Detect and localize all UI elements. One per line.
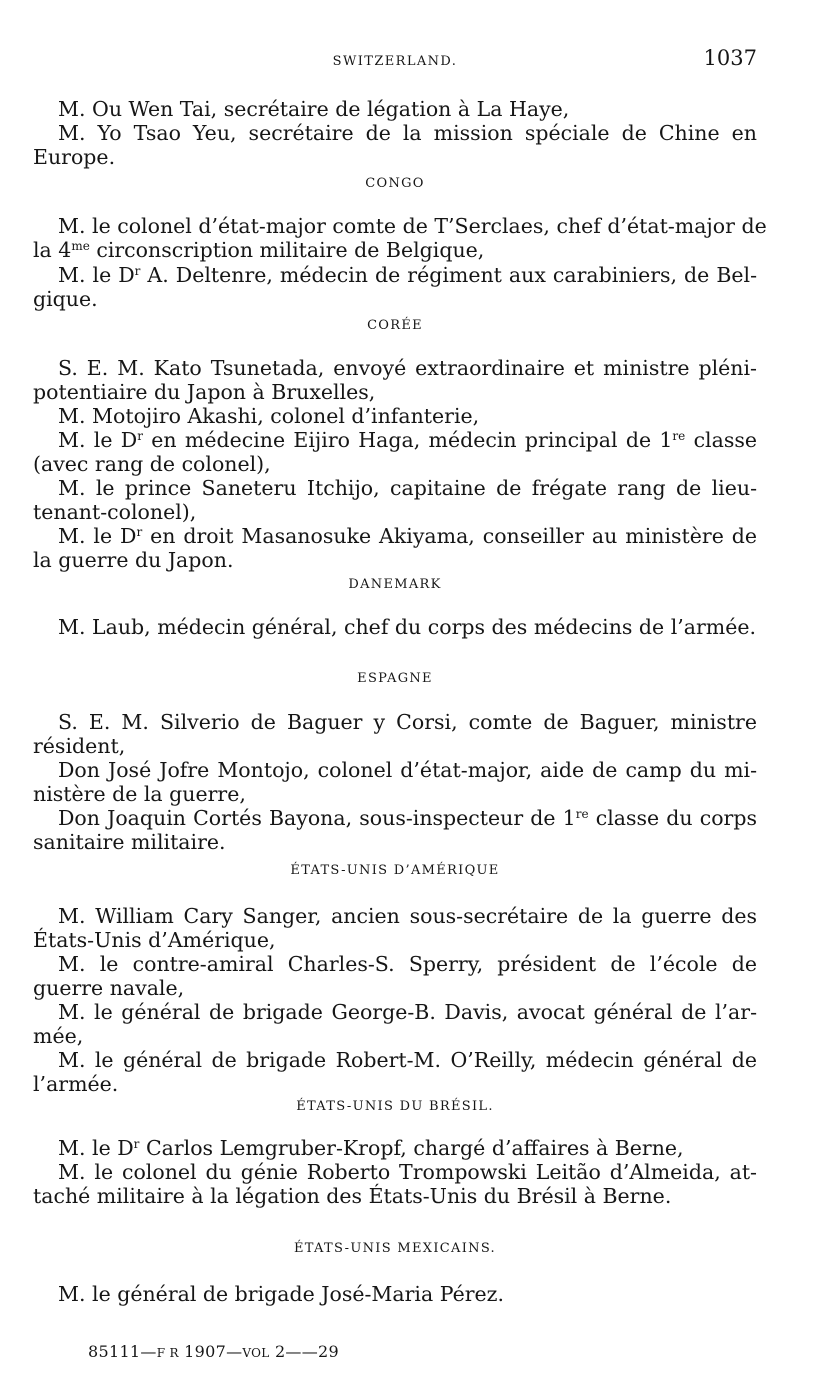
entry-line: l’armée. xyxy=(33,1072,119,1096)
entry-line: M. le $D^r$ en droit Masanosuke Akiyama, conseiller au ministère de xyxy=(58,524,757,548)
entry-line: taché militaire à la légation des États-Unis du Brésil à Berne. xyxy=(33,1184,672,1208)
entry-line: M. le colonel du génie Roberto Trompowski Leitão d’Almeida, at- xyxy=(58,1160,757,1184)
entry-line: M. William Cary Sanger, ancien sous-secrétaire de la guerre des xyxy=(58,904,757,928)
entry-line: M. le général de brigade José-Maria Pérez. xyxy=(58,1282,504,1306)
entry-line: Don José Jofre Montojo, colonel d’état-major, aide de camp du mi- xyxy=(58,758,757,782)
entry-line: M. le général de brigade George-B. Davis, avocat général de l’ar- xyxy=(58,1000,757,1024)
section-heading-etats-unis: ÉTATS-UNIS D’AMÉRIQUE xyxy=(290,863,500,878)
entry-line: M. le prince Saneteru Itchijo, capitaine de frégate rang de lieu- xyxy=(58,476,757,500)
entry-line: S. E. M. Kato Tsunetada, envoyé extraordinaire et ministre pléni- xyxy=(58,356,757,380)
section-heading-espagne: ESPAGNE xyxy=(357,671,433,686)
entry-line: M. le $D^r$ en médecine Eijiro Haga, médecin principal de 1re classe xyxy=(58,428,757,452)
entry-line: sanitaire militaire. xyxy=(33,830,226,854)
entry-line: États-Unis d’Amérique, xyxy=(33,928,276,952)
entry-line: tenant-colonel), xyxy=(33,500,197,524)
section-heading-coree: CORÉE xyxy=(367,318,423,333)
entry-line: M. le général de brigade Robert-M. O’Reilly, médecin général de xyxy=(58,1048,757,1072)
printer-signature: 85111—F R 1907—VOL 2——29 xyxy=(88,1342,339,1361)
entry-line: M. Laub, médecin général, chef du corps des médecins de l’armée. xyxy=(58,615,757,639)
entry-line: M. le $D^r$ Carlos Lemgruber-Kropf, chargé d’affaires à Berne, xyxy=(58,1136,684,1160)
entry-line: guerre navale, xyxy=(33,976,185,1000)
entry-line: M. le colonel d’état-major comte de T’Serclaes, chef d’état-major de xyxy=(58,214,767,238)
section-heading-bresil: ÉTATS-UNIS DU BRÉSIL. xyxy=(296,1099,494,1114)
entry-line: gique. xyxy=(33,287,98,311)
entry-line: la $4^{me}$ circonscription militaire de Belgique, xyxy=(33,238,485,262)
entry-line: M. Yo Tsao Yeu, secrétaire de la mission spéciale de Chine en xyxy=(58,121,757,145)
running-head xyxy=(33,46,757,76)
entry-line: (avec rang de colonel), xyxy=(33,452,271,476)
section-heading-danemark: DANEMARK xyxy=(348,577,442,592)
entry-line: potentiaire du Japon à Bruxelles, xyxy=(33,380,376,404)
section-heading-congo: CONGO xyxy=(365,176,425,191)
entry-line: Don Joaquin Cortés Bayona, sous-inspecteur de 1re classe du corps xyxy=(58,806,758,830)
entry-line: M. Motojiro Akashi, colonel d’infanterie, xyxy=(58,404,480,428)
entry-line: M. le $D^r$ A. Deltenre, médecin de régiment aux carabiniers, de Bel- xyxy=(58,263,758,287)
entry-line: Europe. xyxy=(33,145,116,169)
entry-line: S. E. M. Silverio de Baguer y Corsi, comte de Baguer, ministre xyxy=(58,710,757,734)
entry-line: M. le contre-amiral Charles-S. Sperry, président de l’école de xyxy=(58,952,757,976)
entry-line: la guerre du Japon. xyxy=(33,548,234,572)
section-heading-mexique: ÉTATS-UNIS MEXICAINS. xyxy=(294,1241,496,1256)
entry-line: mée, xyxy=(33,1024,84,1048)
running-title: SWITZERLAND. xyxy=(332,54,458,69)
entry-line: résident, xyxy=(33,734,126,758)
entry-line: nistère de la guerre, xyxy=(33,782,246,806)
entry-line: M. Ou Wen Tai, secrétaire de légation à La Haye, xyxy=(58,97,570,121)
page-number: 1037 xyxy=(703,46,757,70)
